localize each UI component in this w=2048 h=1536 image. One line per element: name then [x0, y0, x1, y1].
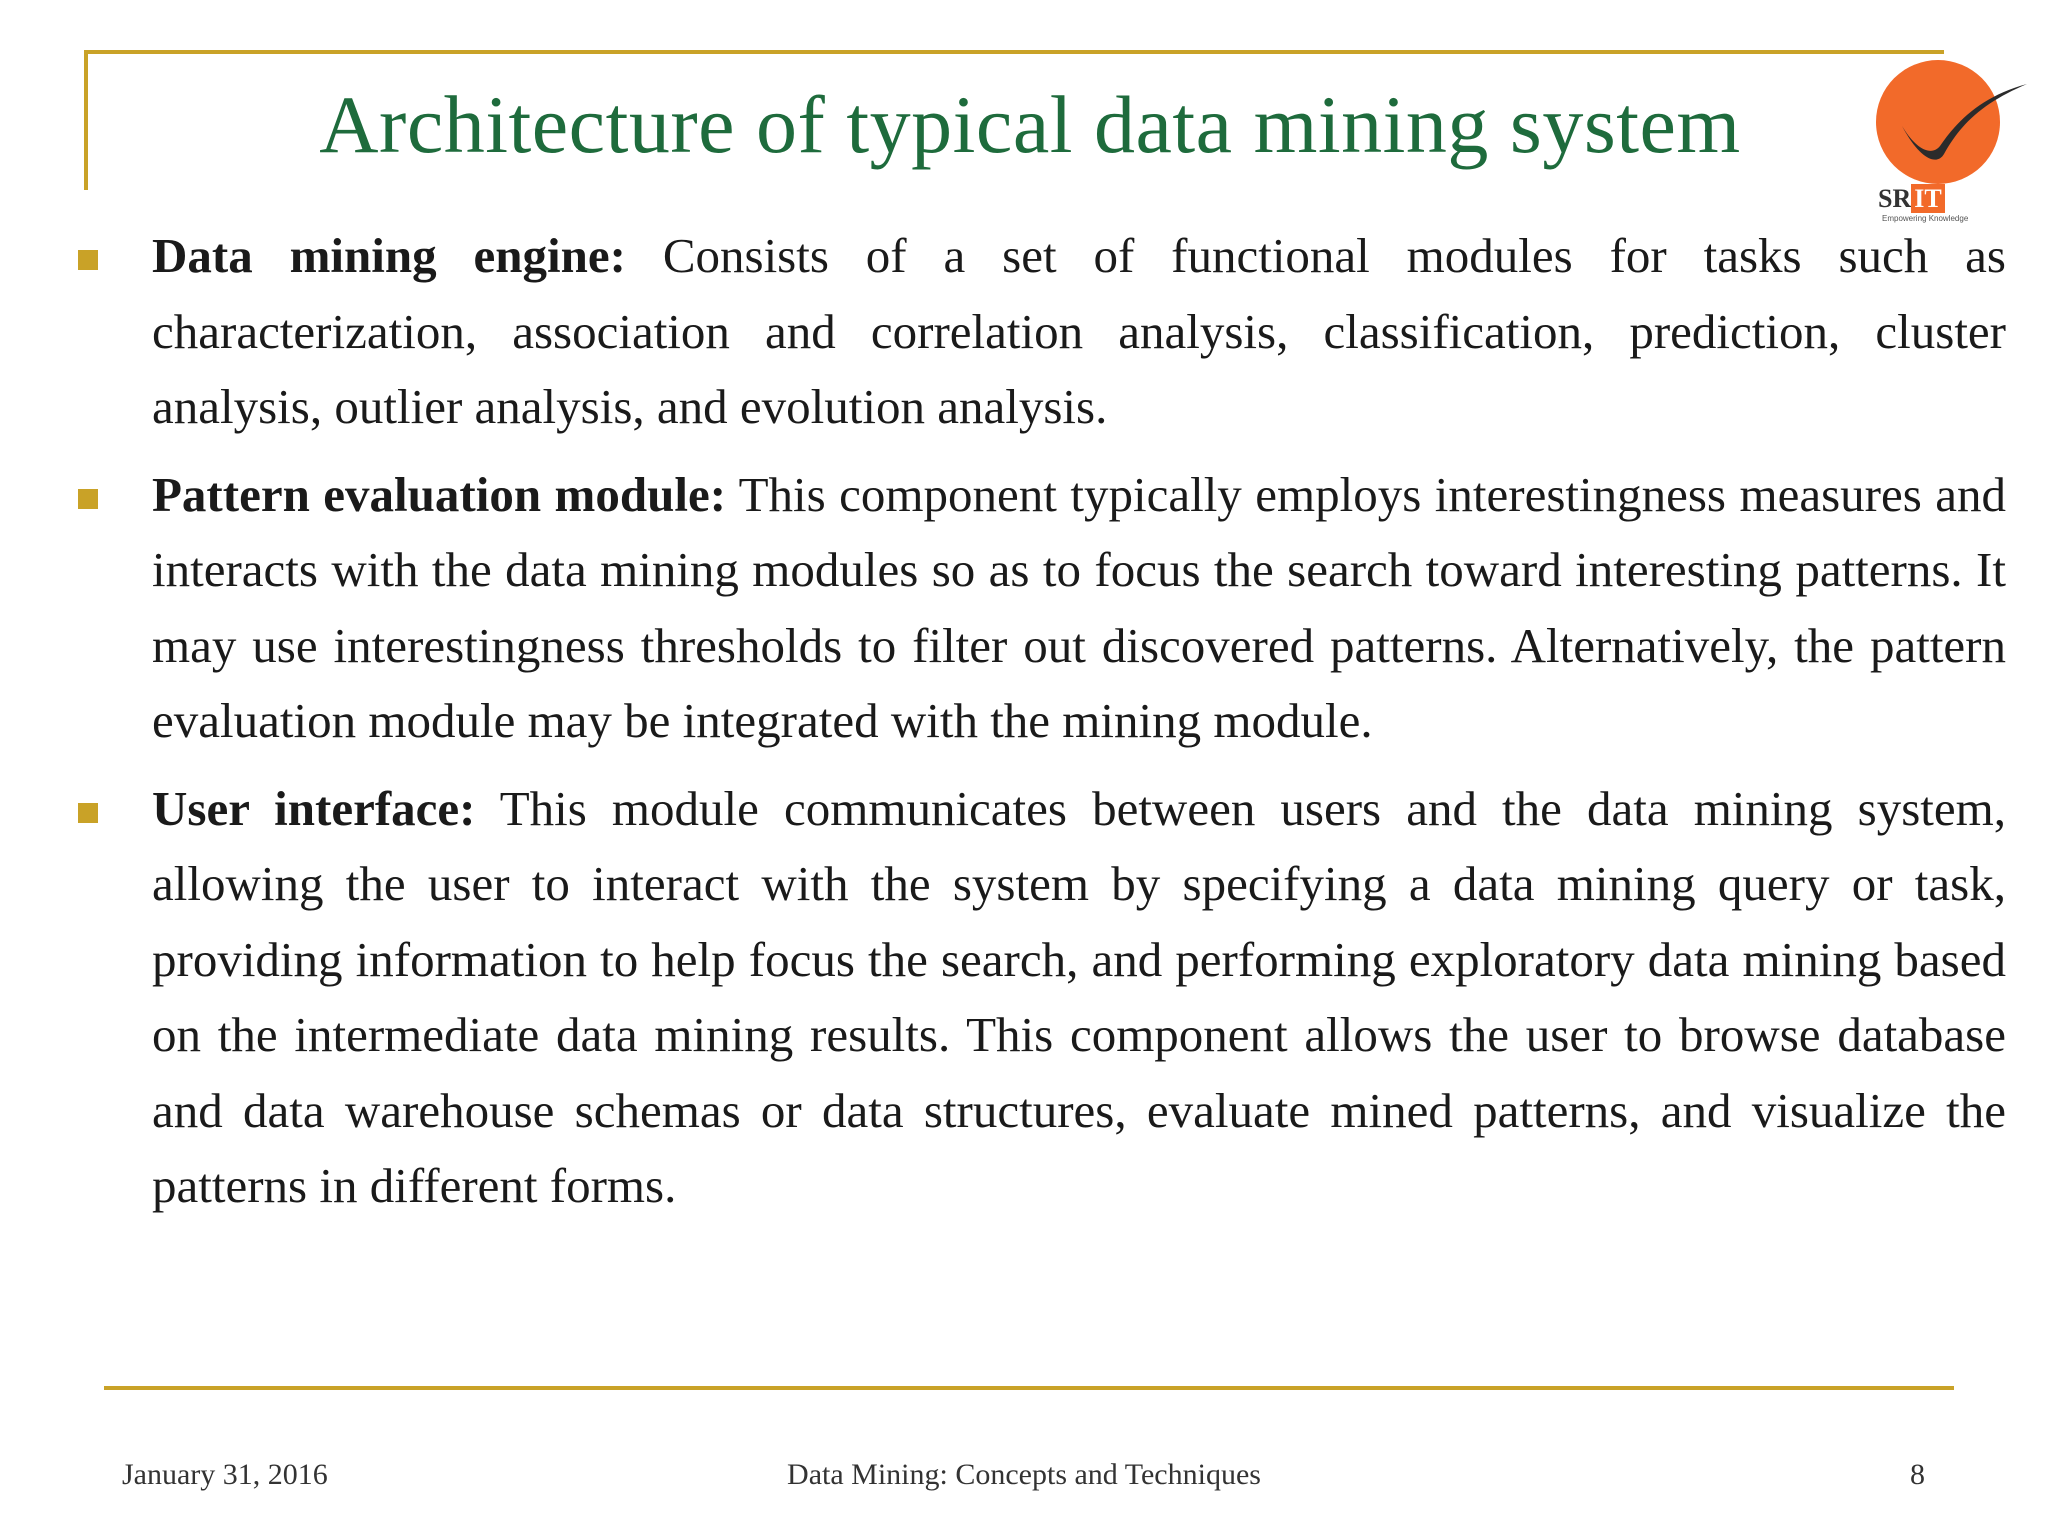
- bullet-body: This component typically employs interestingness measures and interacts with the data mining modules so as to focus the search toward interesting patterns. It may use interestingness thresholds to filter out discovered patterns. Alternatively, the pattern evaluation module may be integrated with the mining module.: [152, 466, 2006, 748]
- logo-swoosh-icon: [1862, 56, 2032, 196]
- logo-wordmark: [1878, 186, 1945, 212]
- bullet-list: [70, 218, 2010, 1236]
- bullet-item: [70, 457, 2010, 759]
- bullet-body: Consists of a set of functional modules for tasks such as characterization, association and correlation analysis, classification, prediction, cluster analysis, outlier analysis, and evolution analysis.: [152, 228, 2006, 434]
- bullet-text: [152, 218, 2006, 445]
- logo-text-it: IT: [1911, 184, 1944, 213]
- footer-date: January 31, 2016: [122, 1458, 328, 1491]
- slide-title: Architecture of typical data mining system: [319, 79, 1741, 170]
- footer-rule: [104, 1386, 1954, 1390]
- logo-text-sr: SR: [1878, 184, 1912, 213]
- bullet-text: [152, 457, 2006, 759]
- bullet-term: Pattern evaluation module:: [152, 466, 727, 522]
- srit-logo-icon: [1862, 56, 2032, 226]
- title-frame-top-rule: [84, 50, 1944, 54]
- page-number: 8: [1910, 1458, 1925, 1491]
- title-frame-left-rule: [84, 50, 88, 190]
- logo-tagline: Empowering Knowledge: [1882, 214, 1969, 223]
- square-bullet-icon: [78, 489, 98, 509]
- bullet-term: User interface:: [152, 780, 476, 836]
- square-bullet-icon: [78, 250, 98, 270]
- square-bullet-icon: [78, 803, 98, 823]
- bullet-item: [70, 218, 2010, 445]
- bullet-item: [70, 771, 2010, 1224]
- bullet-term: Data mining engine:: [152, 228, 626, 283]
- bullet-body: This module communicates between users and the data mining system, allowing the user to interact with the system by specifying a data mining query or task, providing information to help focus the search, and performing exploratory data mining based on the intermediate data mining results. This component allows the user to browse database and data warehouse schemas or data structures, evaluate mined patterns, and visualize the patterns in different forms.: [152, 780, 2006, 1213]
- bullet-text: [152, 771, 2006, 1224]
- footer-title: Data Mining: Concepts and Techniques: [787, 1458, 1261, 1491]
